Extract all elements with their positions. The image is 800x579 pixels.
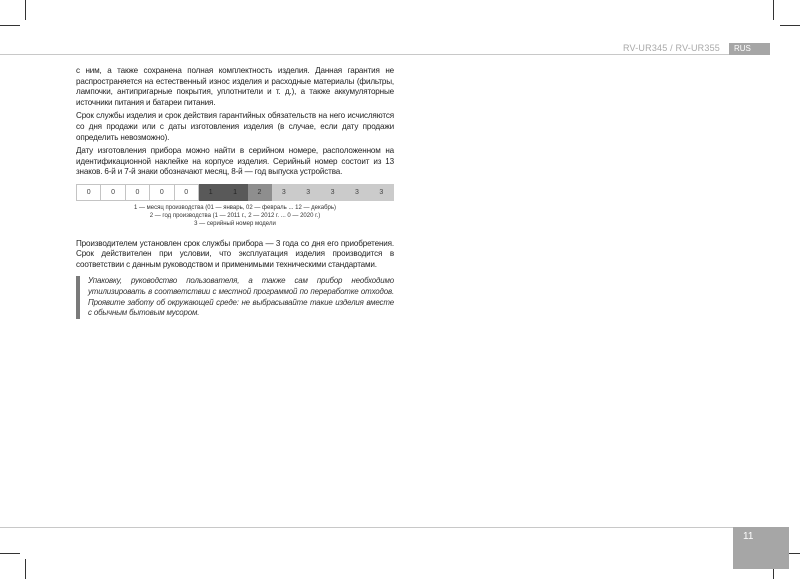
serial-legend [76, 204, 394, 229]
serial-cell: 0 [175, 184, 199, 201]
serial-cell-model: 3 [272, 184, 296, 201]
serial-cell-model: 3 [370, 184, 394, 201]
model-title: RV-UR345 / RV-UR355 [622, 43, 720, 53]
paragraph-service-life: Производителем установлен срок службы прибора — 3 года со дня его приобретения. Срок действителен при условии, что эксплуатация изделия производится в соответствии с данным руководством и применимыми техническими стандартами. [76, 238, 394, 269]
crop-mark [0, 25, 20, 26]
page-number: 11 [743, 531, 754, 542]
crop-mark [25, 0, 26, 20]
serial-cell-model: 3 [321, 184, 345, 201]
serial-cell-month: 1 [199, 184, 223, 201]
serial-cell: 0 [150, 184, 174, 201]
legend-line-month: 1 — месяц производства (01 — январь, 02 — февраль ... 12 — декабрь) [134, 204, 336, 211]
legend-line-year: 2 — год производства (1 — 2011 г., 2 — 2012 г. ... 0 — 2020 г.) [149, 213, 321, 220]
serial-cell-month: 1 [223, 184, 247, 201]
crop-mark [0, 553, 20, 554]
header-rule [0, 54, 733, 55]
serial-cell: 0 [101, 184, 125, 201]
serial-cell-model: 3 [345, 184, 369, 201]
note-accent-bar [76, 276, 80, 318]
paragraph-warranty: с ним, а также сохранена полная комплектность изделия. Данная гарантия не распространяется на естественный износ изделия и расходные материалы (фильтры, лампочки, антипригарные покрытия, уплотнители и т. д.), а также аккумуляторные источники питания и батареи питания. [76, 66, 394, 107]
paragraph-service-term: Срок службы изделия и срок действия гарантийных обязательств на него исчисляются со дня продажи или с даты изготовления изделия (в случае, если дату продажи определить невозможно). [76, 111, 394, 142]
legend-line-model: 3 — серийный номер модели [194, 221, 276, 228]
language-badge: RUS [729, 43, 770, 55]
disposal-note-text: Упаковку, руководство пользователя, а также сам прибор необходимо утилизировать в соответствии с местной программой по переработке отходов. Проявите заботу об окружающей среде: не выбрасывайте такие изделия вместе с обычным бытовым мусором. [88, 276, 394, 318]
page-number-box [733, 527, 789, 569]
page-content [76, 66, 394, 319]
serial-cell-year: 2 [248, 184, 272, 201]
serial-cell-model: 3 [297, 184, 321, 201]
crop-mark [780, 25, 800, 26]
crop-mark [25, 559, 26, 579]
serial-cell: 0 [126, 184, 150, 201]
serial-number-diagram [76, 184, 394, 201]
crop-mark [773, 0, 774, 20]
serial-cell: 0 [76, 184, 101, 201]
footer-rule [0, 527, 733, 528]
paragraph-serial-info: Дату изготовления прибора можно найти в серийном номере, расположенном на идентификационной наклейке на корпусе изделия. Серийный номер состоит из 13 знаков. 6-й и 7-й знаки обозначают месяц, 8-й — год выпуска устройства. [76, 146, 394, 177]
disposal-note [76, 276, 394, 318]
